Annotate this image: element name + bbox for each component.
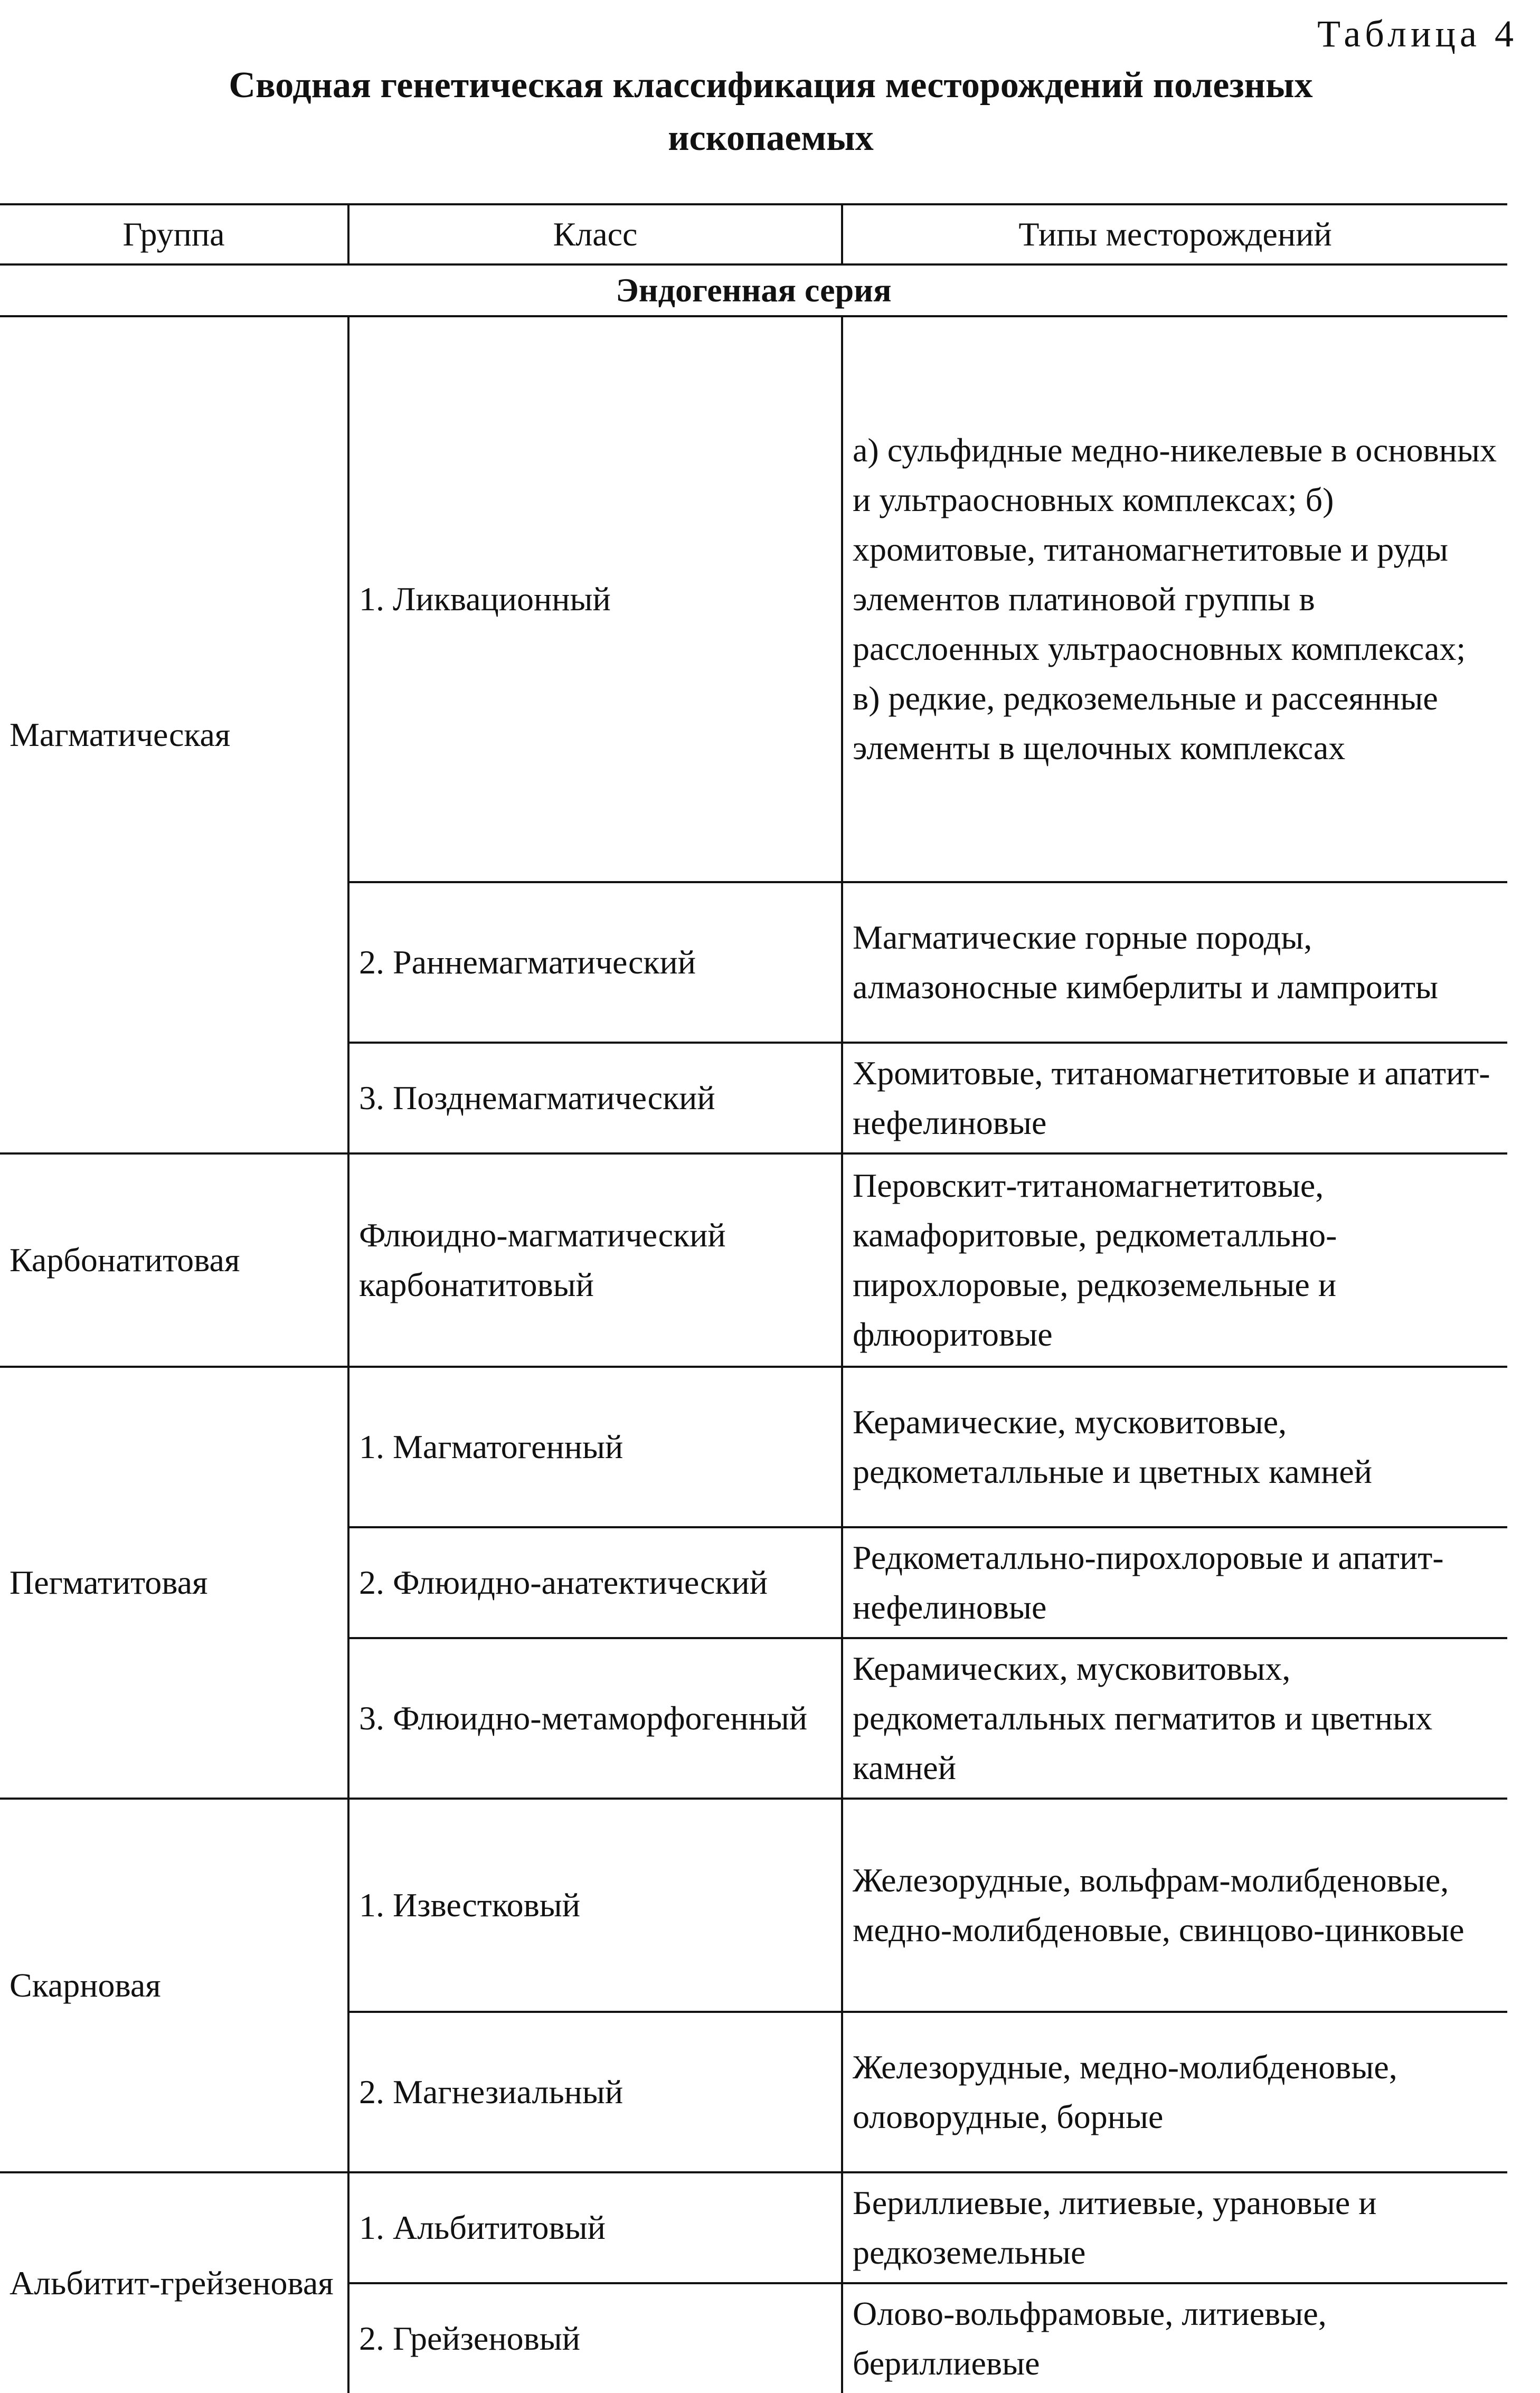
types-cell: Перовскит-титаномагнетитовые, камафоритовые, редкометалльно-пирохлоровые, редкоземельные и флюоритовые xyxy=(842,1153,1507,1367)
class-cell: 2. Магнезиальный xyxy=(348,2012,842,2172)
types-cell: Бериллиевые, литиевые, урановые и редкоземельные xyxy=(842,2172,1507,2283)
table-title-line: Сводная генетическая классификация месторождений полезных xyxy=(229,65,1313,106)
table-row xyxy=(0,1153,1507,1367)
types-cell: Хромитовые, титаномагнетитовые и апатит-нефелиновые xyxy=(842,1043,1507,1153)
class-cell: 3. Флюидно-метаморфогенный xyxy=(348,1638,842,1799)
classification-table xyxy=(0,203,1507,2393)
series-row xyxy=(0,264,1507,316)
class-cell: Флюидно-магматический карбонатитовый xyxy=(348,1153,842,1367)
types-cell: Керамические, мусковитовые, редкометалльные и цветных камней xyxy=(842,1367,1507,1527)
group-cell: Пегматитовая xyxy=(0,1367,348,1799)
table-row xyxy=(0,2172,1507,2283)
types-cell: Железорудные, медно-молибденовые, оловорудные, борные xyxy=(842,2012,1507,2172)
types-cell: Магматические горные породы, алмазоносные кимберлиты и лампроиты xyxy=(842,882,1507,1043)
class-cell: 3. Позднемагматический xyxy=(348,1043,842,1153)
types-cell: а) сульфидные медно-никелевые в основных и ультраосновных комплексах; б) хромитовые, титаномагнетитовые и руды элементов платиновой группы в расслоенных ультраосновных комплексах; в) редкие, редкоземельные и рассеянные элементы в щелочных комплексах xyxy=(842,316,1507,882)
types-cell: Олово-вольфрамовые, литиевые, бериллиевые xyxy=(853,2295,1327,2382)
table-number: Таблица 4 xyxy=(1317,13,1518,55)
column-header-group: Группа xyxy=(0,204,348,264)
group-cell: Магматическая xyxy=(0,316,348,1153)
types-cell: Редкометалльно-пирохлоровые и апатит-нефелиновые xyxy=(842,1527,1507,1638)
types-cell: Железорудные, вольфрам-молибденовые, медно-молибденовые, свинцово-цинковые xyxy=(842,1799,1507,2012)
class-cell: 1. Магматогенный xyxy=(348,1367,842,1527)
table-title-line: ископаемых xyxy=(668,118,874,158)
series-label: Эндогенная серия xyxy=(0,264,1507,316)
column-header-types: Типы месторождений xyxy=(842,204,1507,264)
group-cell: Скарновая xyxy=(0,1799,348,2172)
table-row xyxy=(0,1799,1507,2012)
table-row xyxy=(0,1367,1507,1527)
table-title xyxy=(106,59,1436,165)
class-cell: 1. Альбититовый xyxy=(348,2172,842,2283)
class-cell: 2. Флюидно-анатектический xyxy=(348,1527,842,1638)
header-row xyxy=(0,204,1507,264)
table-row xyxy=(0,316,1507,882)
class-cell: 1. Ликвационный xyxy=(348,316,842,882)
class-cell: 1. Известковый xyxy=(348,1799,842,2012)
class-cell: 2. Раннемагматический xyxy=(348,882,842,1043)
group-cell: Карбонатитовая xyxy=(0,1153,348,1367)
column-header-class: Класс xyxy=(348,204,842,264)
types-cell: Керамических, мусковитовых, редкометалльных пегматитов и цветных камней xyxy=(842,1638,1507,1799)
class-cell: 2. Грейзеновый xyxy=(348,2283,842,2393)
group-cell: Альбитит-грейзеновая xyxy=(0,2172,348,2393)
